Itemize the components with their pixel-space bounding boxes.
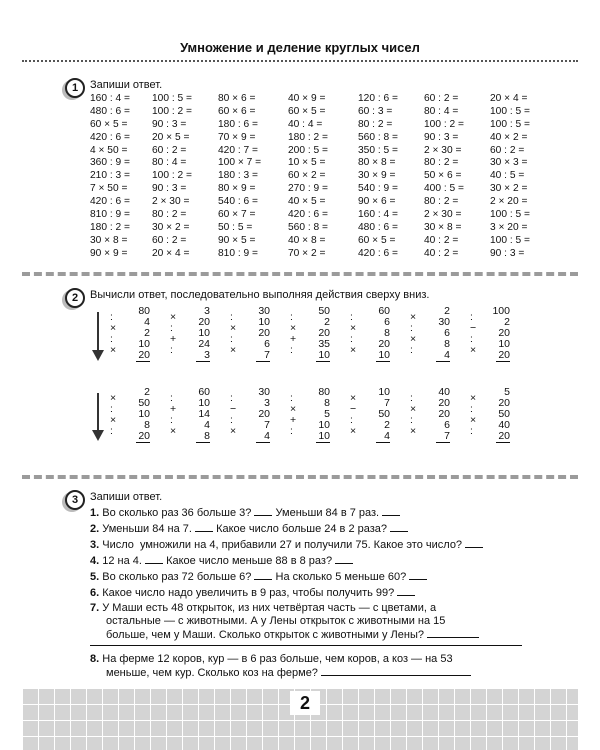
- chain-value: 20: [258, 327, 270, 339]
- exercise-cell[interactable]: 4 × 50 =: [90, 144, 128, 156]
- bottom-arrow-shaft: [97, 393, 99, 433]
- chain-value: 20: [138, 430, 150, 442]
- exercise-cell[interactable]: 40 : 2 =: [424, 234, 459, 246]
- chain-operator: :: [230, 333, 233, 345]
- exercise-cell[interactable]: 270 : 9 =: [288, 183, 328, 195]
- exercise-cell[interactable]: 560 : 8 =: [358, 131, 398, 143]
- operation-chain: [290, 306, 330, 366]
- chain-value: 7: [384, 397, 390, 409]
- chain-value: 7: [264, 349, 270, 361]
- exercise-cell[interactable]: 30 × 9 =: [358, 170, 396, 182]
- result-line: [136, 361, 150, 362]
- result-line: [196, 361, 210, 362]
- chain-operator: +: [290, 333, 297, 345]
- exercise-cell[interactable]: 30 × 2 =: [152, 221, 190, 233]
- exercise-cell[interactable]: 90 : 3 =: [152, 183, 187, 195]
- result-line: [256, 361, 270, 362]
- chain-operator: :: [410, 392, 413, 404]
- chain-operator: ×: [230, 344, 237, 356]
- exercise-cell[interactable]: 30 × 3 =: [490, 157, 528, 169]
- bottom-arrow-head-icon: [92, 430, 104, 441]
- chain-value: 4: [384, 430, 390, 442]
- chain-value: 2: [504, 316, 510, 328]
- chain-operator: ×: [170, 425, 177, 437]
- chain-operator: :: [290, 425, 293, 437]
- chain-operator: ×: [410, 311, 417, 323]
- exercise-cell[interactable]: 3 × 20 =: [490, 221, 528, 233]
- exercise-cell[interactable]: 60 : 2 =: [424, 93, 459, 104]
- chain-value: 40: [498, 419, 510, 431]
- exercise-cell[interactable]: 180 : 3 =: [218, 170, 258, 182]
- chain-value: 6: [444, 419, 450, 431]
- section-divider-1: [22, 272, 578, 276]
- exercise-cell[interactable]: 100 : 5 =: [490, 234, 530, 246]
- chain-operator: ×: [470, 392, 477, 404]
- exercise-cell[interactable]: 80 × 8 =: [358, 157, 396, 169]
- operation-chain: [410, 306, 450, 366]
- chain-operator: :: [470, 425, 473, 437]
- chain-value: 35: [318, 338, 330, 350]
- chain-value: 10: [318, 430, 330, 442]
- task3-number: 3: [65, 490, 85, 510]
- exercise-cell[interactable]: 20 × 4 =: [490, 93, 528, 104]
- chain-operator: :: [230, 392, 233, 404]
- exercise-cell[interactable]: 60 × 5 =: [358, 234, 396, 246]
- exercise-cell[interactable]: 20 × 4 =: [152, 247, 190, 259]
- exercise-cell[interactable]: 540 : 9 =: [358, 183, 398, 195]
- chain-value: 60: [198, 386, 210, 398]
- exercise-cell[interactable]: 50 × 6 =: [424, 170, 462, 182]
- chain-operator: :: [410, 344, 413, 356]
- chain-operator: ×: [290, 403, 297, 415]
- operation-chain: [350, 387, 390, 447]
- exercise-cell[interactable]: 100 : 2 =: [424, 118, 464, 130]
- chain-operator: −: [350, 403, 357, 415]
- exercise-cell[interactable]: 2 × 30 =: [152, 196, 190, 208]
- exercise-cell[interactable]: 420 : 6 =: [90, 196, 130, 208]
- chain-value: 4: [144, 316, 150, 328]
- chain-value: 5: [324, 408, 330, 420]
- chain-operator: :: [410, 414, 413, 426]
- exercise-cell[interactable]: 90 × 9 =: [90, 247, 128, 259]
- chain-value: 4: [204, 419, 210, 431]
- exercise-cell[interactable]: 70 × 2 =: [288, 247, 326, 259]
- question-8: 8. На ферме 12 коров, кур — в 6 раз больше, чем коров, а коз — на 53: [90, 653, 453, 665]
- chain-value: 10: [198, 327, 210, 339]
- chain-operator: :: [470, 311, 473, 323]
- chain-operator: ×: [110, 344, 117, 356]
- chain-operator: :: [290, 392, 293, 404]
- chain-value: 80: [318, 386, 330, 398]
- chain-operator: ×: [410, 403, 417, 415]
- chain-value: 20: [438, 408, 450, 420]
- exercise-cell[interactable]: 2 × 30 =: [424, 209, 462, 221]
- exercise-cell[interactable]: 420 : 6 =: [90, 131, 130, 143]
- chain-value: 50: [498, 408, 510, 420]
- question-7: 7. У Маши есть 48 открыток, из них четвёртая часть — с цветами, а: [90, 602, 437, 614]
- chain-value: 6: [444, 327, 450, 339]
- question-3: 3. Число умножили на 4, прибавили 27 и получили 75. Какое это число?: [90, 537, 483, 552]
- chain-value: 10: [318, 419, 330, 431]
- chain-operator: ×: [110, 392, 117, 404]
- exercise-cell[interactable]: 60 × 6 =: [218, 105, 256, 117]
- operation-chain: [470, 306, 510, 366]
- result-line: [496, 361, 510, 362]
- chain-value: 20: [258, 408, 270, 420]
- chain-value: 60: [378, 305, 390, 317]
- operation-chain: [290, 387, 330, 447]
- chain-operator: ×: [470, 344, 477, 356]
- chain-operator: :: [110, 403, 113, 415]
- exercise-cell[interactable]: 90 × 6 =: [358, 196, 396, 208]
- chain-value: 10: [318, 349, 330, 361]
- top-arrow-shaft: [97, 312, 99, 354]
- chain-operator: ×: [350, 344, 357, 356]
- chain-operator: ×: [290, 322, 297, 334]
- chain-operator: :: [230, 414, 233, 426]
- chain-value: 2: [144, 327, 150, 339]
- chain-value: 6: [264, 338, 270, 350]
- exercise-cell[interactable]: 100 : 2 =: [152, 170, 192, 182]
- exercise-cell[interactable]: 60 × 5 =: [288, 105, 326, 117]
- chain-value: 6: [384, 316, 390, 328]
- exercise-cell[interactable]: 40 × 5 =: [288, 196, 326, 208]
- chain-operator: :: [470, 403, 473, 415]
- chain-value: 30: [438, 316, 450, 328]
- chain-value: 50: [138, 397, 150, 409]
- result-line: [316, 361, 330, 362]
- question-6: 6. Какое число надо увеличить в 9 раз, чтобы получить 99?: [90, 585, 415, 600]
- chain-operator: :: [170, 322, 173, 334]
- exercise-cell[interactable]: 100 : 5 =: [490, 105, 530, 117]
- exercise-cell[interactable]: 80 : 4 =: [152, 157, 187, 169]
- chain-value: 10: [498, 338, 510, 350]
- chain-value: 10: [138, 408, 150, 420]
- chain-operator: :: [290, 311, 293, 323]
- exercise-cell[interactable]: 810 : 9 =: [218, 247, 258, 259]
- question-8-line-2: меньше, чем кур. Сколько коз на ферме?: [106, 665, 471, 680]
- chain-value: 2: [324, 316, 330, 328]
- chain-operator: −: [470, 322, 477, 334]
- exercise-cell[interactable]: 40 × 8 =: [288, 234, 326, 246]
- chain-operator: ×: [410, 425, 417, 437]
- chain-operator: ×: [350, 425, 357, 437]
- exercise-cell[interactable]: 480 : 6 =: [358, 221, 398, 233]
- chain-operator: ×: [350, 392, 357, 404]
- title-divider: [22, 60, 578, 62]
- chain-value: 8: [444, 338, 450, 350]
- exercise-cell[interactable]: 80 : 2 =: [424, 157, 459, 169]
- exercise-cell[interactable]: 180 : 6 =: [218, 118, 258, 130]
- chain-value: 8: [144, 419, 150, 431]
- operation-chain: [350, 306, 390, 366]
- chain-value: 20: [498, 397, 510, 409]
- result-line: [316, 442, 330, 443]
- chain-operator: :: [290, 344, 293, 356]
- chain-operator: :: [410, 322, 413, 334]
- exercise-cell[interactable]: 80 : 4 =: [424, 105, 459, 117]
- chain-value: 2: [384, 419, 390, 431]
- chain-value: 8: [324, 397, 330, 409]
- chain-operator: :: [470, 333, 473, 345]
- exercise-cell[interactable]: 100 : 2 =: [152, 105, 192, 117]
- result-line: [436, 442, 450, 443]
- chain-operator: :: [110, 333, 113, 345]
- chain-value: 10: [378, 349, 390, 361]
- task2-number: 2: [65, 288, 85, 308]
- exercise-cell[interactable]: 160 : 4 =: [358, 209, 398, 221]
- page-number: 2: [290, 691, 320, 715]
- exercise-cell[interactable]: 60 : 3 =: [358, 105, 393, 117]
- chain-value: 4: [264, 430, 270, 442]
- chain-operator: ×: [470, 414, 477, 426]
- exercise-cell[interactable]: 90 : 3 =: [490, 247, 525, 259]
- question-7-line-3: больше, чем у Маши. Сколько открыток с животными у Лены?: [106, 627, 479, 642]
- exercise-cell[interactable]: 60 : 2 =: [490, 144, 525, 156]
- exercise-cell[interactable]: 60 × 5 =: [90, 118, 128, 130]
- operation-chain: [110, 387, 150, 447]
- question-7-line-2: остальные — с животными. А у Лены открыток с животными на 15: [106, 615, 446, 627]
- result-line: [136, 442, 150, 443]
- chain-value: 7: [264, 419, 270, 431]
- exercise-cell[interactable]: 100 : 5 =: [490, 118, 530, 130]
- task3-instruction: Запиши ответ.: [90, 491, 163, 503]
- chain-value: 14: [198, 408, 210, 420]
- chain-operator: ×: [110, 322, 117, 334]
- exercise-cell[interactable]: 560 : 8 =: [288, 221, 328, 233]
- exercise-cell[interactable]: 350 : 5 =: [358, 144, 398, 156]
- chain-value: 20: [438, 397, 450, 409]
- exercise-cell[interactable]: 360 : 9 =: [90, 157, 130, 169]
- chain-operator: ×: [350, 322, 357, 334]
- question-5: 5. Во сколько раз 72 больше 6? На сколько 5 меньше 60?: [90, 569, 427, 584]
- chain-operator: :: [170, 344, 173, 356]
- chain-operator: ×: [170, 311, 177, 323]
- chain-value: 20: [198, 316, 210, 328]
- chain-value: 30: [258, 305, 270, 317]
- exercise-cell[interactable]: 50 : 5 =: [218, 221, 253, 233]
- chain-value: 20: [498, 430, 510, 442]
- exercise-cell[interactable]: 420 : 6 =: [288, 209, 328, 221]
- chain-value: 4: [444, 349, 450, 361]
- chain-value: 5: [504, 386, 510, 398]
- exercise-cell[interactable]: 100 : 5 =: [490, 209, 530, 221]
- exercise-cell[interactable]: 180 : 2 =: [90, 221, 130, 233]
- chain-operator: ×: [410, 333, 417, 345]
- exercise-cell[interactable]: 420 : 7 =: [218, 144, 258, 156]
- chain-value: 20: [498, 349, 510, 361]
- chain-value: 3: [264, 397, 270, 409]
- exercise-cell[interactable]: 90 × 5 =: [218, 234, 256, 246]
- exercise-cell[interactable]: 2 × 20 =: [490, 196, 528, 208]
- question-1: 1. Во сколько раз 36 больше 3? Уменьши 84 в 7 раз.: [90, 505, 400, 520]
- exercise-cell[interactable]: 60 × 7 =: [218, 209, 256, 221]
- exercise-cell[interactable]: 420 : 6 =: [358, 247, 398, 259]
- chain-value: 40: [438, 386, 450, 398]
- operation-chain: [170, 387, 210, 447]
- exercise-cell[interactable]: 100 × 7 =: [218, 157, 262, 169]
- chain-value: 10: [198, 397, 210, 409]
- result-line: [496, 442, 510, 443]
- chain-operator: +: [170, 403, 177, 415]
- chain-operator: −: [230, 403, 237, 415]
- chain-value: 100: [492, 305, 510, 317]
- exercise-cell[interactable]: 40 : 4 =: [288, 118, 323, 130]
- chain-value: 30: [258, 386, 270, 398]
- task2-instruction: Вычисли ответ, последовательно выполняя действия сверху вниз.: [90, 289, 430, 301]
- exercise-cell[interactable]: 20 × 5 =: [152, 131, 190, 143]
- exercise-cell[interactable]: 70 × 9 =: [218, 131, 256, 143]
- exercise-cell[interactable]: 100 : 5 =: [152, 93, 192, 104]
- exercise-cell[interactable]: 40 × 9 =: [288, 93, 326, 104]
- exercise-cell[interactable]: 810 : 9 =: [90, 209, 130, 221]
- exercise-cell[interactable]: 80 × 6 =: [218, 93, 256, 104]
- exercise-cell[interactable]: 7 × 50 =: [90, 183, 128, 195]
- chain-operator: +: [290, 414, 297, 426]
- exercise-cell[interactable]: 180 : 2 =: [288, 131, 328, 143]
- chain-value: 50: [378, 408, 390, 420]
- operation-chain: [230, 387, 270, 447]
- task1-instruction: Запиши ответ.: [90, 79, 163, 91]
- result-line: [436, 361, 450, 362]
- operation-chain: [410, 387, 450, 447]
- exercise-cell[interactable]: 90 : 3 =: [424, 131, 459, 143]
- chain-value: 80: [138, 305, 150, 317]
- chain-value: 2: [144, 386, 150, 398]
- chain-operator: ×: [230, 322, 237, 334]
- exercise-cell[interactable]: 30 × 8 =: [90, 234, 128, 246]
- chain-operator: :: [350, 311, 353, 323]
- top-arrow-head-icon: [92, 350, 104, 361]
- section-divider-2: [22, 475, 578, 479]
- chain-value: 20: [498, 327, 510, 339]
- chain-operator: :: [350, 414, 353, 426]
- chain-value: 20: [378, 338, 390, 350]
- exercise-cell[interactable]: 90 : 3 =: [152, 118, 187, 130]
- operation-chain: [110, 306, 150, 366]
- exercise-cell[interactable]: 60 × 2 =: [288, 170, 326, 182]
- chain-value: 50: [318, 305, 330, 317]
- task1-number: 1: [65, 78, 85, 98]
- chain-operator: :: [110, 425, 113, 437]
- chain-value: 20: [138, 349, 150, 361]
- exercise-cell[interactable]: 480 : 6 =: [90, 105, 130, 117]
- result-line: [196, 442, 210, 443]
- operation-chain: [170, 306, 210, 366]
- chain-operator: +: [170, 333, 177, 345]
- chain-value: 3: [204, 305, 210, 317]
- question-7-answer-line[interactable]: [90, 645, 522, 646]
- chain-value: 10: [138, 338, 150, 350]
- exercise-cell[interactable]: 200 : 5 =: [288, 144, 328, 156]
- exercise-cell[interactable]: 160 : 4 =: [90, 93, 130, 104]
- exercise-cell[interactable]: 10 × 5 =: [288, 157, 326, 169]
- exercise-cell[interactable]: 30 × 8 =: [424, 221, 462, 233]
- result-line: [376, 361, 390, 362]
- exercise-cell[interactable]: 40 : 2 =: [424, 247, 459, 259]
- result-line: [376, 442, 390, 443]
- exercise-cell[interactable]: 40 : 5 =: [490, 170, 525, 182]
- chain-operator: :: [170, 414, 173, 426]
- operation-chain: [470, 387, 510, 447]
- exercise-cell[interactable]: 400 : 5 =: [424, 183, 464, 195]
- exercise-cell[interactable]: 120 : 6 =: [358, 93, 398, 104]
- exercise-cell[interactable]: 80 × 9 =: [218, 183, 256, 195]
- chain-value: 10: [378, 386, 390, 398]
- chain-operator: :: [230, 311, 233, 323]
- chain-value: 7: [444, 430, 450, 442]
- chain-operator: :: [170, 392, 173, 404]
- exercise-cell[interactable]: 80 : 2 =: [424, 196, 459, 208]
- result-line: [256, 442, 270, 443]
- question-2: 2. Уменьши 84 на 7. Какое число больше 24 в 2 раза?: [90, 521, 408, 536]
- exercise-cell[interactable]: 540 : 6 =: [218, 196, 258, 208]
- chain-value: 3: [204, 349, 210, 361]
- exercise-cell[interactable]: 80 : 2 =: [358, 118, 393, 130]
- exercise-cell[interactable]: 80 : 2 =: [152, 209, 187, 221]
- exercise-cell[interactable]: 30 × 2 =: [490, 183, 528, 195]
- exercise-cell[interactable]: 2 × 30 =: [424, 144, 462, 156]
- chain-value: 8: [204, 430, 210, 442]
- chain-value: 8: [384, 327, 390, 339]
- chain-value: 24: [198, 338, 210, 350]
- exercise-cell[interactable]: 210 : 3 =: [90, 170, 130, 182]
- chain-operator: :: [110, 311, 113, 323]
- exercise-cell[interactable]: 40 × 2 =: [490, 131, 528, 143]
- chain-operator: ×: [110, 414, 117, 426]
- chain-value: 10: [258, 316, 270, 328]
- exercise-cell[interactable]: 60 : 2 =: [152, 144, 187, 156]
- chain-operator: :: [350, 333, 353, 345]
- chain-value: 2: [444, 305, 450, 317]
- chain-operator: ×: [230, 425, 237, 437]
- chain-value: 20: [318, 327, 330, 339]
- question-4: 4. 12 на 4. Какое число меньше 88 в 8 раз?: [90, 553, 353, 568]
- operation-chain: [230, 306, 270, 366]
- exercise-cell[interactable]: 60 : 2 =: [152, 234, 187, 246]
- page-title: Умножение и деление круглых чисел: [180, 40, 420, 55]
